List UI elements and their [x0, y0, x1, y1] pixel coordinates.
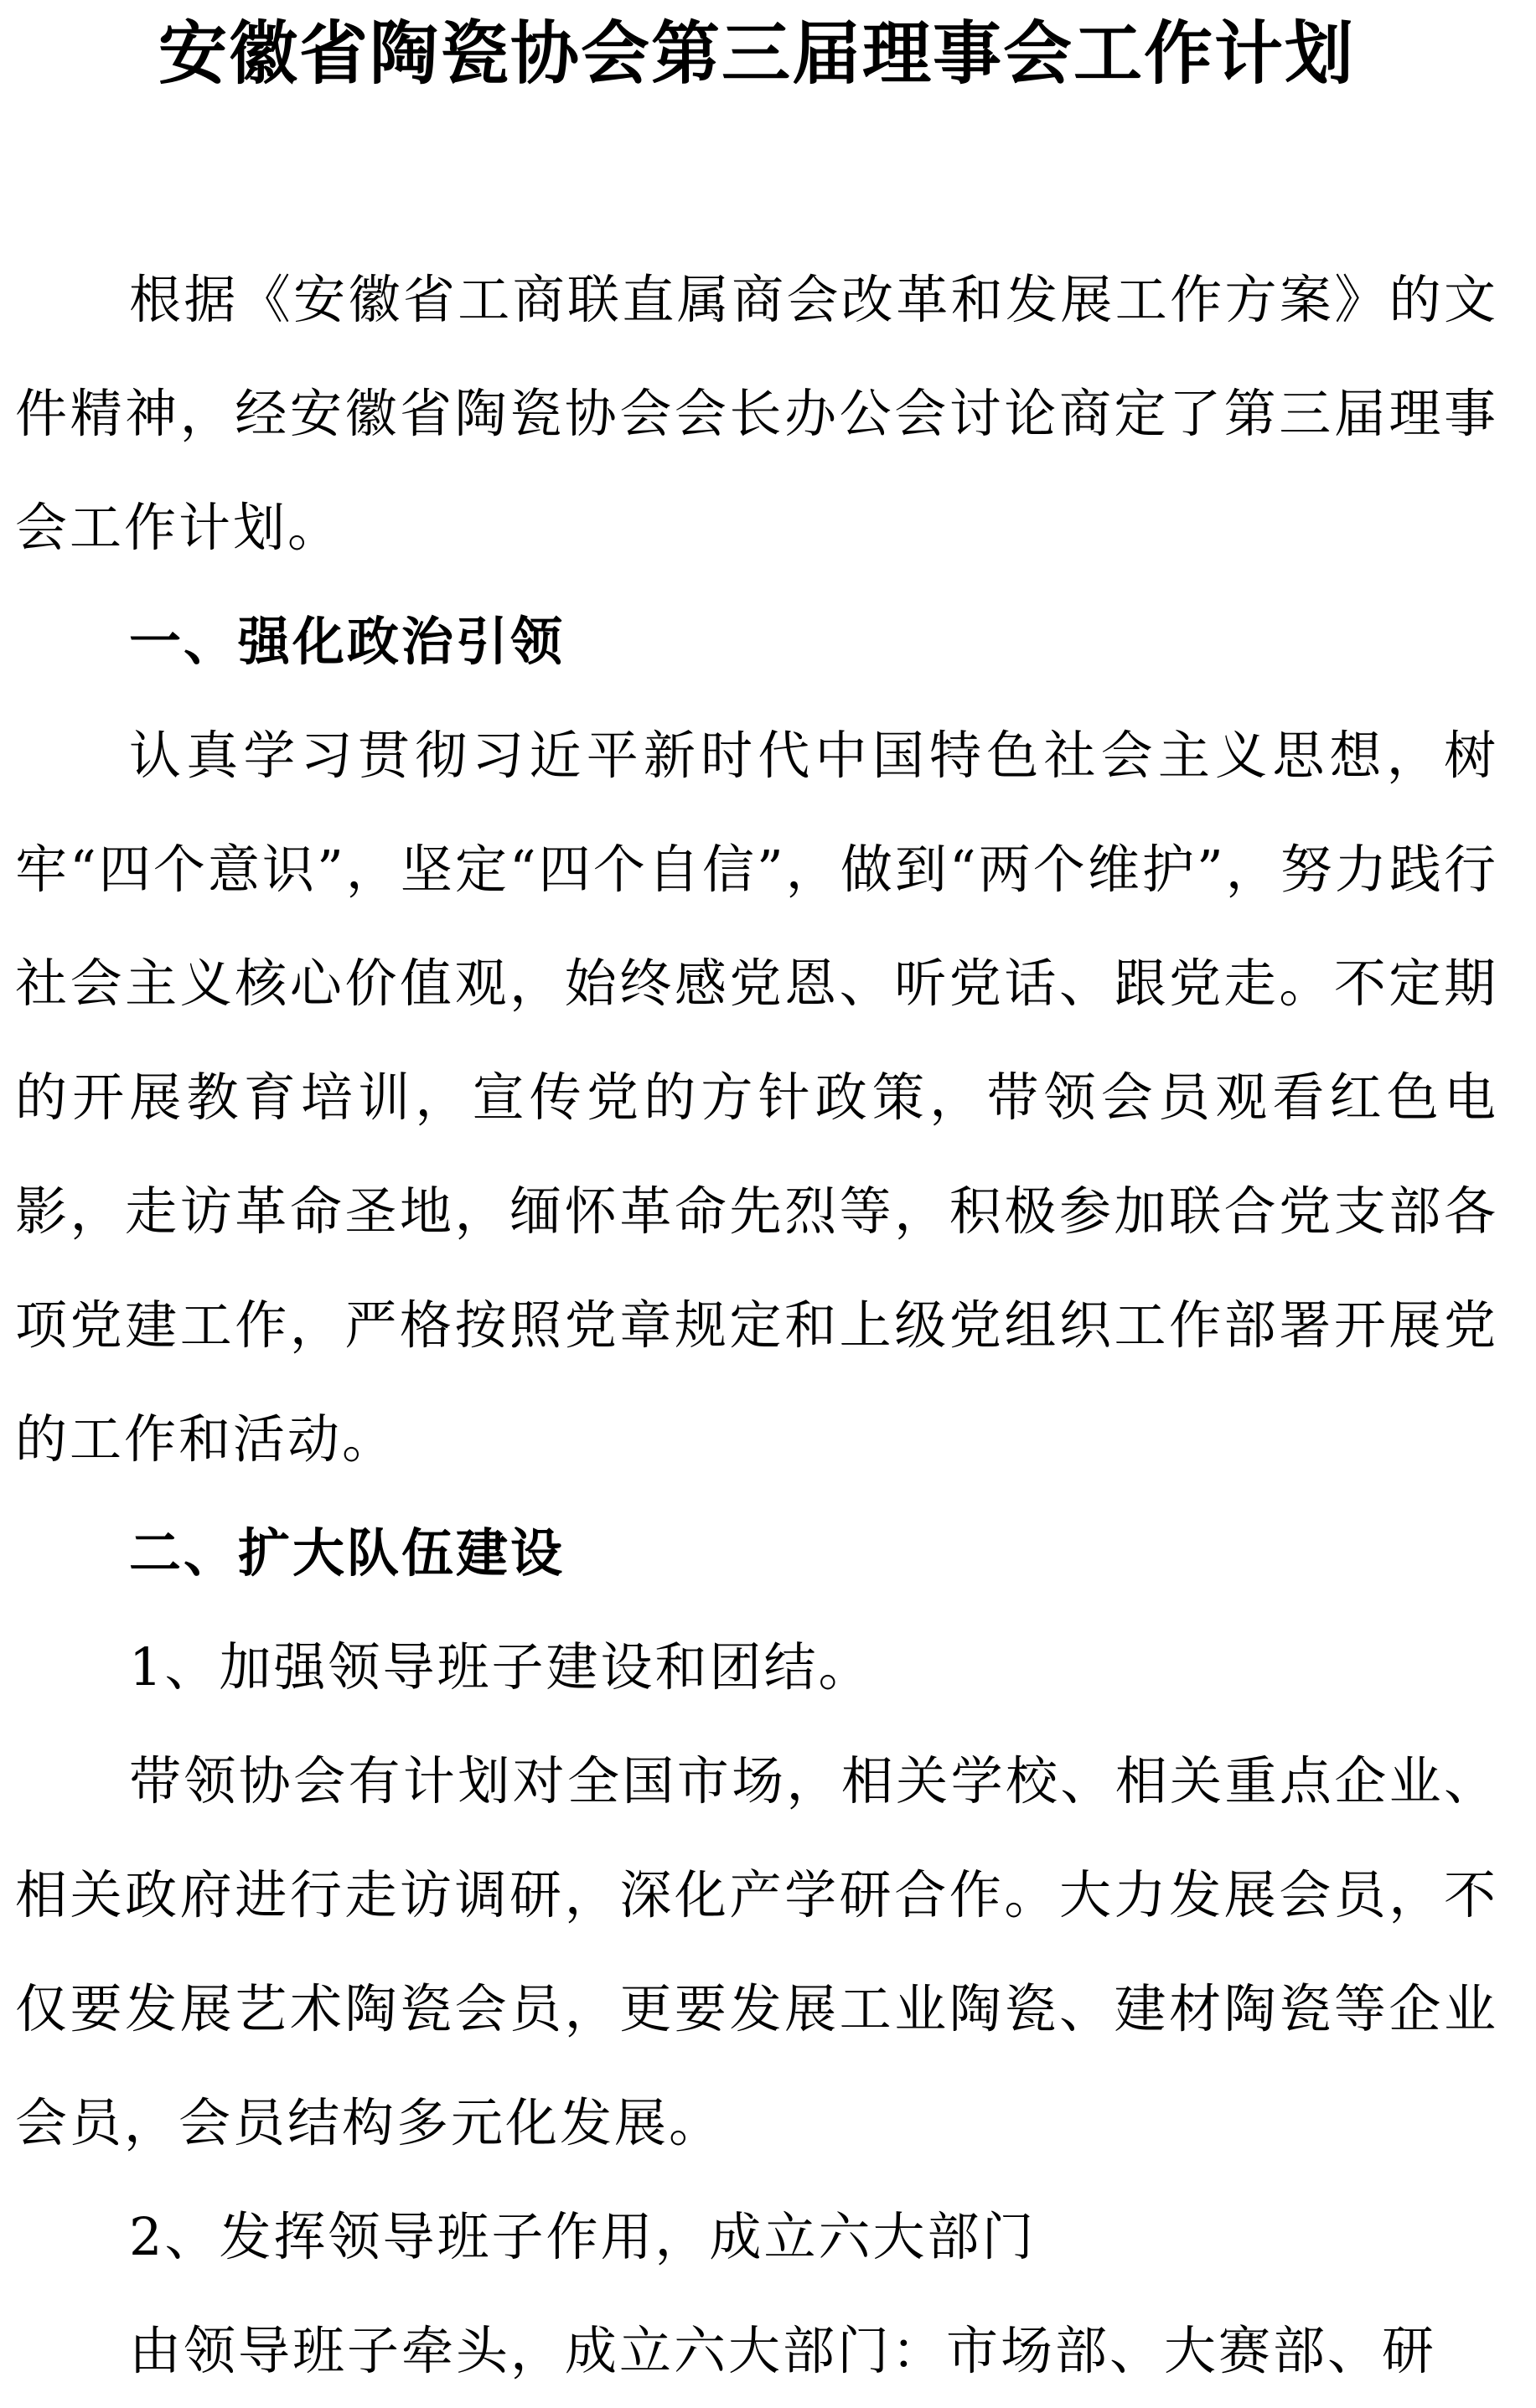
- section-2-item-1-heading: 1、加强领导班子建设和团结。: [129, 1636, 873, 1697]
- section-2-item-1-paragraph: 带领协会有计划对全国市场，相关学校、相关重点企业、相关政府进行走访调研，深化产学研合作。大力发展会员，不仅要发展艺术陶瓷会员，更要发展工业陶瓷、建材陶瓷等企业会员，会员结构多元化发展。: [15, 1750, 1498, 2153]
- section-1-paragraph: 认真学习贯彻习近平新时代中国特色社会主义思想，树牢“四个意识”，坚定“四个自信”，做到“两个维护”，努力践行社会主义核心价值观，始终感党恩、听党话、跟党走。不定期的开展教育培训，宣传党的方针政策，带领会员观看红色电影，走访革命圣地，缅怀革命先烈等，积极参加联合党支部各项党建工作，严格按照党章规定和上级党组织工作部署开展党的工作和活动。: [15, 725, 1498, 1470]
- section-1-heading: 一、强化政治引领: [129, 611, 566, 672]
- section-2-item-2-heading: 2、发挥领导班子作用，成立六大部门: [129, 2206, 1037, 2267]
- intro-paragraph: 根据《安徽省工商联直属商会改革和发展工作方案》的文件精神，经安徽省陶瓷协会会长办公会讨论商定了第三届理事会工作计划。: [15, 269, 1498, 558]
- document-body: [15, 243, 1498, 2408]
- section-2-heading: 二、扩大队伍建设: [129, 1522, 566, 1584]
- document-title: 安徽省陶瓷协会第三届理事会工作计划: [158, 14, 1355, 94]
- section-2-item-2-paragraph: 由领导班子牵头，成立六大部门：市场部、大赛部、研: [129, 2320, 1437, 2381]
- document-page: [15, 0, 1498, 2381]
